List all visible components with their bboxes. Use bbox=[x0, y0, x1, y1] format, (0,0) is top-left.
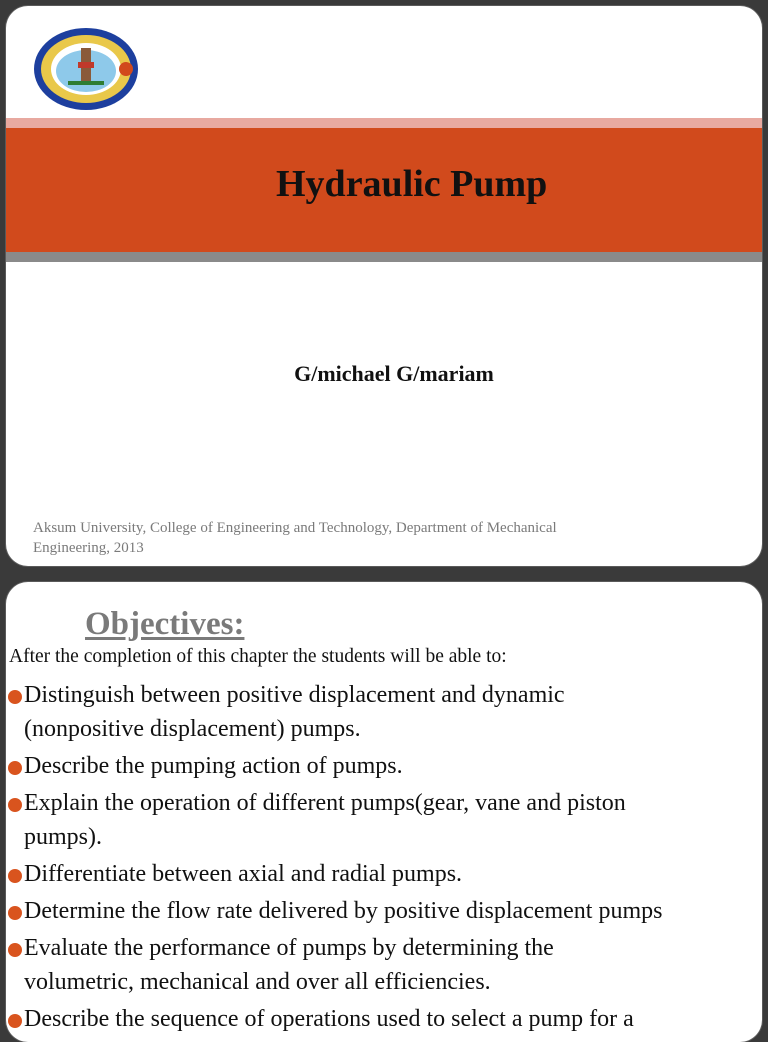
title-bottom-stripe bbox=[6, 252, 762, 262]
objectives-list bbox=[6, 678, 762, 1039]
objectives-heading: Objectives: bbox=[85, 606, 245, 642]
bullet-dot-icon bbox=[8, 798, 22, 812]
objectives-intro: After the completion of this chapter the students will be able to: bbox=[9, 646, 507, 667]
bullet-dot-icon bbox=[8, 943, 22, 957]
list-item: Distinguish between positive displacement and dynamic (nonpositive displacement) pumps. bbox=[6, 678, 762, 746]
title-top-stripe bbox=[6, 118, 762, 128]
list-item: Describe the pumping action of pumps. bbox=[6, 749, 762, 783]
list-item: Differentiate between axial and radial pumps. bbox=[6, 857, 762, 891]
title-slide bbox=[6, 6, 762, 566]
bullet-dot-icon bbox=[8, 1014, 22, 1028]
bullet-dot-icon bbox=[8, 906, 22, 920]
list-item: Describe the sequence of operations used to select a pump for a bbox=[6, 1002, 762, 1036]
affiliation bbox=[33, 518, 713, 558]
affiliation-line-1: Aksum University, College of Engineering and Technology, Department of Mechanical bbox=[33, 520, 557, 536]
aksum-university-logo bbox=[32, 26, 140, 112]
list-item: Determine the flow rate delivered by positive displacement pumps bbox=[6, 894, 762, 928]
list-item: Explain the operation of different pumps(gear, vane and piston pumps). bbox=[6, 786, 762, 854]
affiliation-line-2: Engineering, 2013 bbox=[33, 540, 144, 556]
bullet-dot-icon bbox=[8, 869, 22, 883]
slide-title: Hydraulic Pump bbox=[276, 163, 548, 205]
objectives-slide bbox=[6, 582, 762, 1042]
bullet-dot-icon bbox=[8, 690, 22, 704]
author-name: G/michael G/mariam bbox=[294, 361, 494, 386]
list-item: Evaluate the performance of pumps by determining the volumetric, mechanical and over all efficiencies. bbox=[6, 931, 762, 999]
bullet-dot-icon bbox=[8, 761, 22, 775]
